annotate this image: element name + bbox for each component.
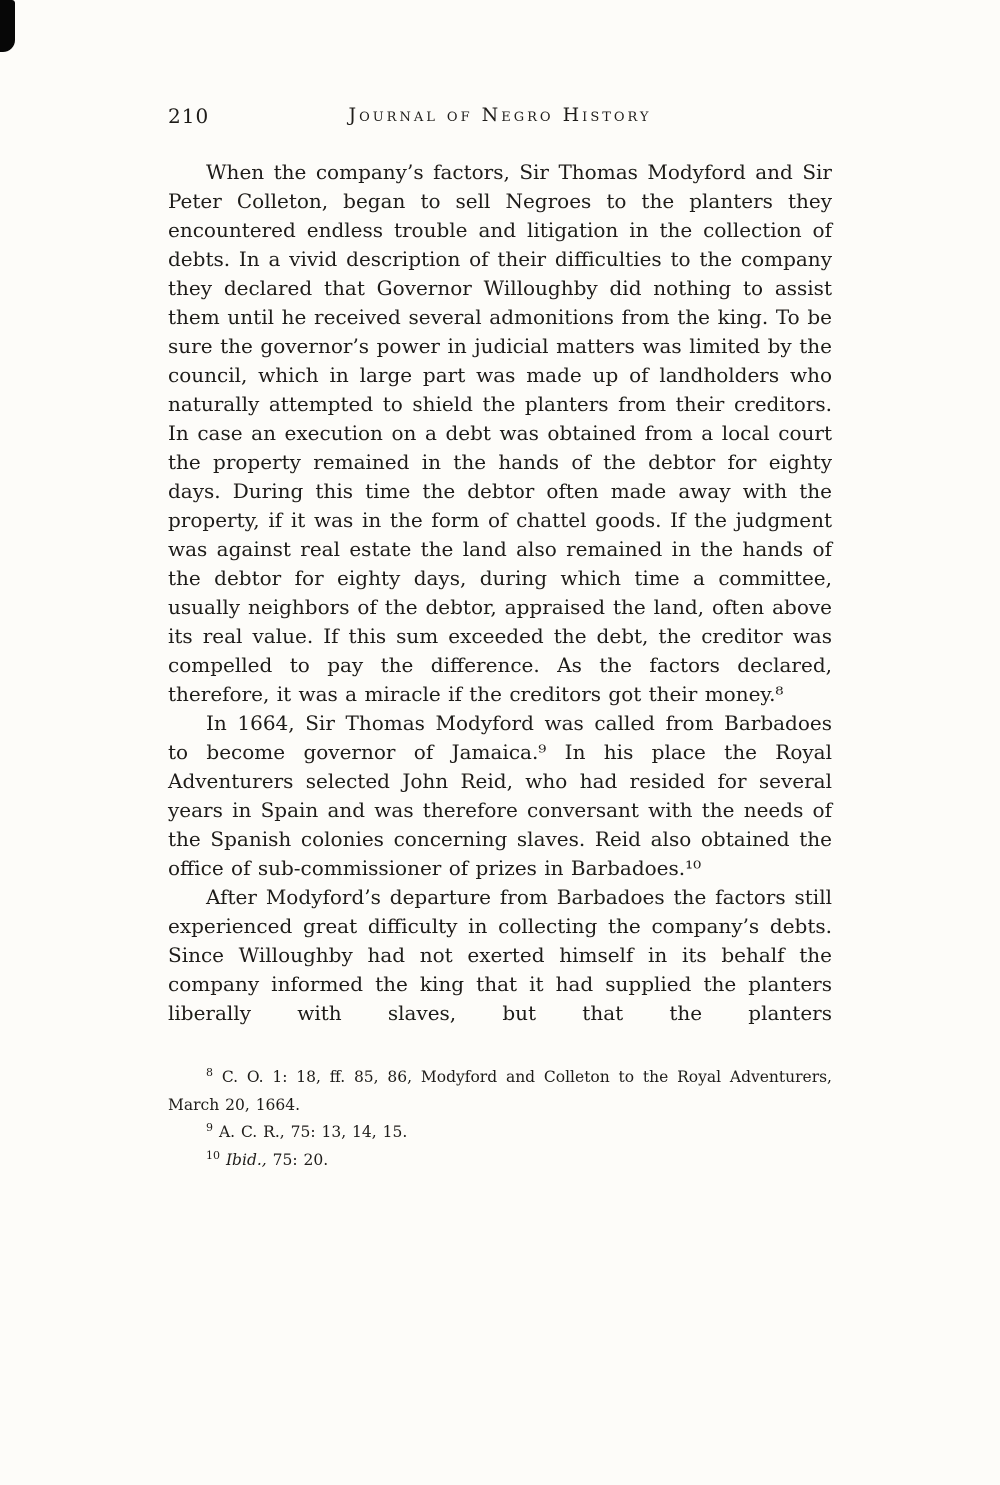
footnote-marker: 8 <box>206 1065 213 1079</box>
article-body <box>168 158 832 1028</box>
footnote <box>168 1119 832 1147</box>
footnotes-section <box>168 1064 832 1174</box>
page-header <box>168 0 832 130</box>
footnote-text: C. O. 1: 18, ff. 85, 86, Modyford and Colleton to the Royal Adventurers, March 20, 1664. <box>168 1068 832 1114</box>
footnote-marker: 10 <box>206 1148 220 1162</box>
footnote <box>168 1147 832 1175</box>
page-number: 210 <box>168 104 210 128</box>
paragraph: In 1664, Sir Thomas Modyford was called from Barbadoes to become governor of Jamaica.⁹ In his place the Royal Adventurers selected John Reid, who had resided for several years in Spain and was therefore conversant with the needs of the Spanish colonies concerning slaves. Reid also obtained the office of sub-commissioner of prizes in Barbadoes.¹⁰ <box>168 711 832 880</box>
paragraph: After Modyford’s departure from Barbadoes the factors still experienced great difficulty in collecting the company’s debts. Since Willoughby had not exerted himself in its behalf the company informed the king that it had supplied the planters liberally with slaves, but that the planters <box>168 885 832 1025</box>
footnote-marker: 9 <box>206 1120 213 1134</box>
journal-title: Journal of Negro History <box>348 104 652 126</box>
footnote <box>168 1064 832 1119</box>
footnote-italic-text: Ibid., <box>225 1150 267 1169</box>
paragraph: When the company’s factors, Sir Thomas Modyford and Sir Peter Colleton, began to sell Negroes to the planters they encountered endless trouble and litigation in the collection of debts. In a vivid description of their difficulties to the company they declared that Governor Willoughby did nothing to assist them until he received several admonitions from the king. To be sure the governor’s power in judicial matters was limited by the council, which in large part was made up of landholders who naturally attempted to shield the planters from their creditors. In case an execution on a debt was obtained from a local court the property remained in the hands of the debtor for eighty days. During this time the debtor often made away with the property, if it was in the form of chattel goods. If the judgment was against real estate the land also remained in the hands of the debtor for eighty days, during which time a committee, usually neighbors of the debtor, appraised the land, often above its real value. If this sum exceeded the debt, the creditor was compelled to pay the difference. As the factors declared, therefore, it was a miracle if the creditors got their money.⁸ <box>168 160 832 706</box>
scan-artifact <box>0 0 15 52</box>
footnote-text: A. C. R., 75: 13, 14, 15. <box>218 1123 408 1141</box>
footnote-text: 75: 20. <box>272 1150 329 1169</box>
